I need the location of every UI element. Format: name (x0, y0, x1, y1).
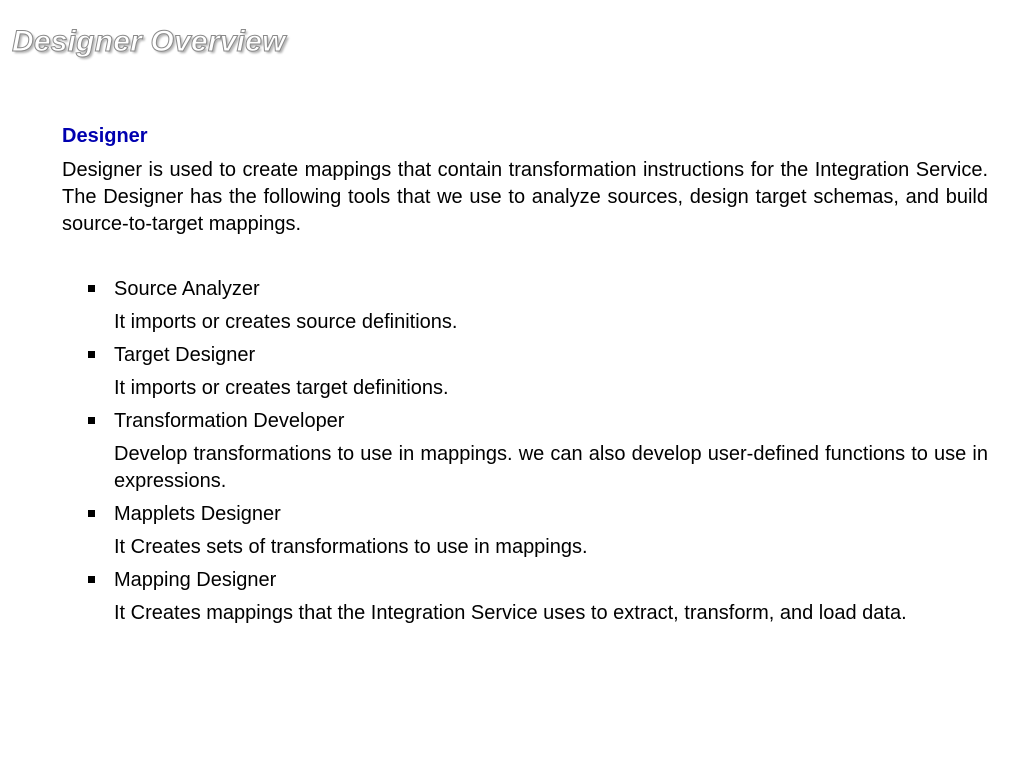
tool-list (62, 276, 988, 627)
square-bullet-icon (88, 351, 95, 358)
slide-content (62, 124, 988, 633)
intro-paragraph: Designer is used to create mappings that contain transformation instructions for the Integration Service. The Designer has the following tools that we use to analyze sources, design target schemas, and build source-to-target mappings. (62, 159, 988, 235)
tool-description: It imports or creates source definitions. (114, 311, 458, 333)
section-heading: Designer (62, 125, 148, 147)
square-bullet-icon (88, 510, 95, 517)
square-bullet-icon (88, 576, 95, 583)
tool-description: It imports or creates target definitions. (114, 377, 449, 399)
tool-description: Develop transformations to use in mappings. we can also develop user-defined functions to use in expressions. (114, 443, 988, 492)
tool-name: Mapplets Designer (114, 503, 281, 525)
tool-item-transformation-developer (62, 408, 988, 495)
tool-name: Target Designer (114, 344, 256, 366)
slide-title: Designer Overview (12, 25, 286, 58)
tool-item-source-analyzer (62, 276, 988, 336)
tool-name: Source Analyzer (114, 278, 260, 300)
square-bullet-icon (88, 285, 95, 292)
tool-description: It Creates sets of transformations to use in mappings. (114, 536, 588, 558)
tool-name: Mapping Designer (114, 569, 277, 591)
tool-name: Transformation Developer (114, 410, 345, 432)
tool-item-mapping-designer (62, 567, 988, 627)
tool-item-mapplets-designer (62, 501, 988, 561)
square-bullet-icon (88, 417, 95, 424)
tool-item-target-designer (62, 342, 988, 402)
tool-description: It Creates mappings that the Integration Service uses to extract, transform, and load data. (114, 602, 907, 624)
